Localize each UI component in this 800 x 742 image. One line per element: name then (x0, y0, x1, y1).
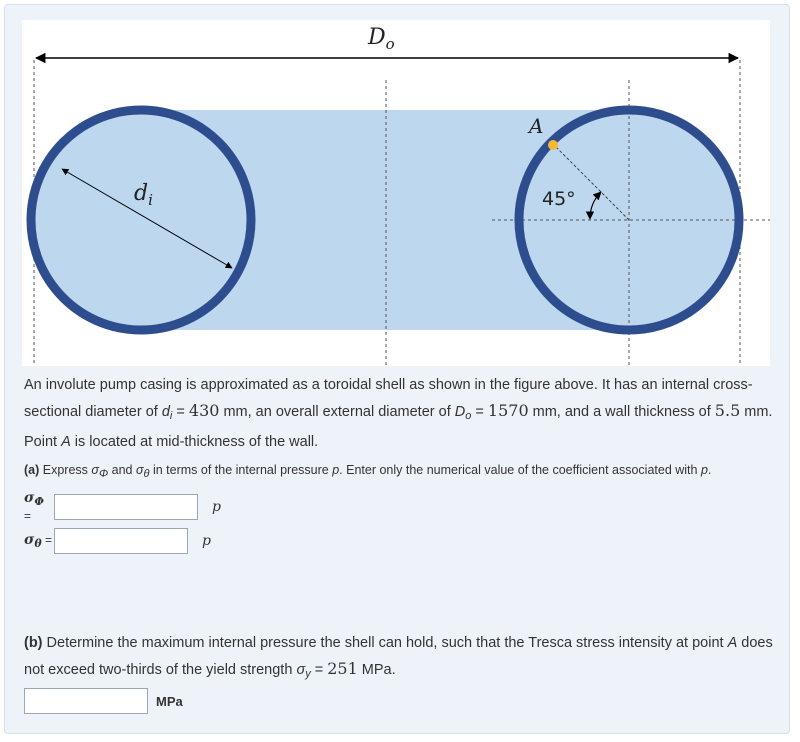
max-pressure-input[interactable] (24, 688, 148, 714)
sigma-phi-input[interactable] (54, 494, 198, 520)
max-pressure-row (24, 688, 183, 714)
sigma-theta-row (24, 528, 211, 554)
sigma-phi-row (24, 490, 221, 524)
sigma-theta-input[interactable] (54, 528, 188, 554)
sigma-phi-label: $\sigma_\Phi$ = (24, 490, 44, 523)
point-a-label: A (529, 114, 544, 138)
figure-svg (22, 20, 770, 366)
point-a-marker (548, 140, 558, 150)
problem-statement: An involute pump casing is approximated as a toroidal shell as shown in the figure above. It has an internal cross-sectional diameter of $d_i = 430$ mm, an overall external diameter of $D_o = 1570$ mm, and a wall thickness of 5.5 mm. Point A is located at mid-thickness of the wall. (24, 377, 773, 450)
angle-label: 45° (542, 188, 576, 210)
part-b-instructions: (b) Determine the maximum internal pressure the shell can hold, such that the Tresca stress intensity at point A does not exceed two-thirds of the yield strength $\sigma_y = 251$ MPa. (24, 635, 773, 680)
max-pressure-unit: MPa (156, 693, 183, 709)
sigma-theta-label: $\sigma_\theta$ = (24, 532, 53, 550)
sigma-theta-unit: p (202, 533, 211, 549)
sigma-phi-unit: p (212, 499, 221, 515)
part-a-instructions: (a) Express σΦ and σθ in terms of the internal pressure p. Enter only the numerical value of the coefficient associated with p. (24, 463, 712, 480)
inner-diameter-label: $d_i$ (134, 181, 153, 209)
toroidal-shell-figure (22, 20, 770, 366)
outer-diameter-label: $D_o$ (368, 25, 395, 53)
